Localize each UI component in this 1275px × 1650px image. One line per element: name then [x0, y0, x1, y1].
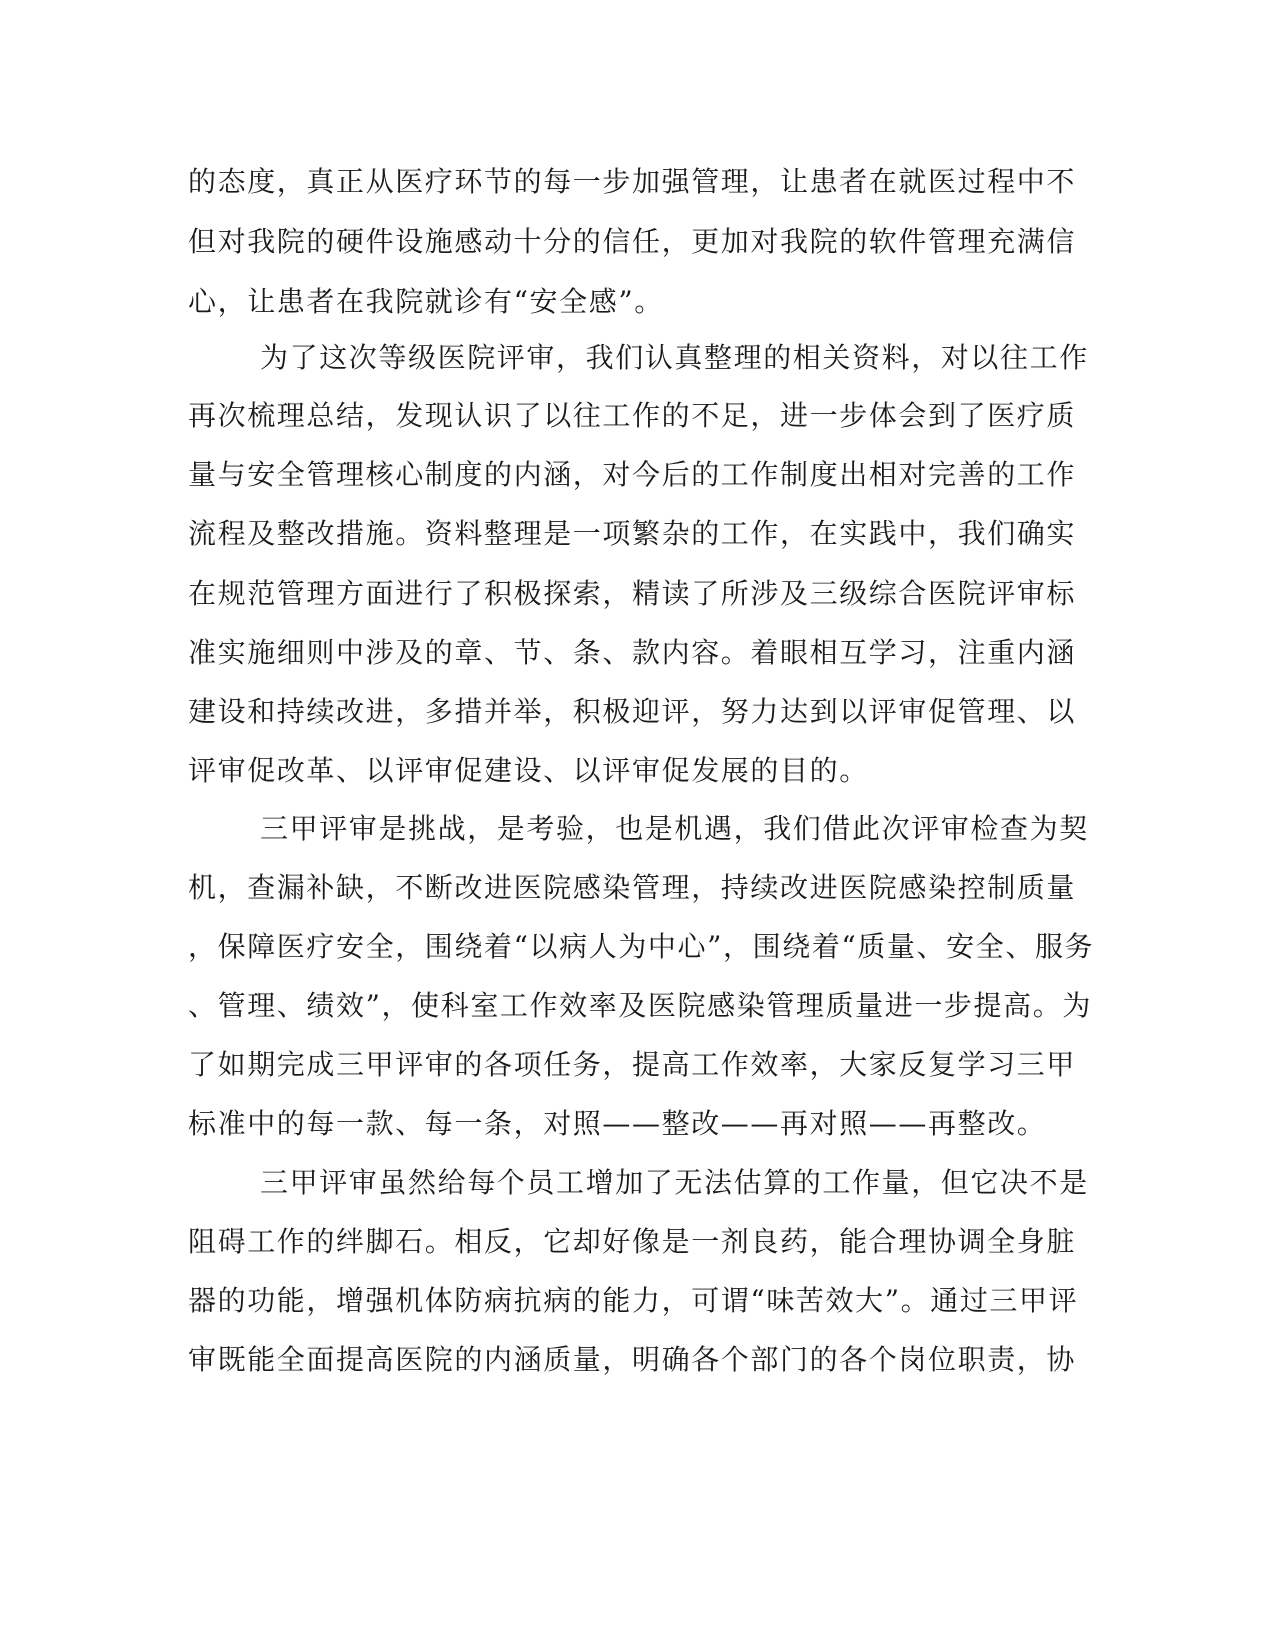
- text-line: 审既能全面提高医院的内涵质量，明确各个部门的各个岗位职责，协: [188, 1343, 1077, 1376]
- text-line: 但对我院的硬件设施感动十分的信任，更加对我院的软件管理充满信: [188, 225, 1077, 258]
- text-line: 器的功能，增强机体防病抗病的能力，可谓“味苦效大”。通过三甲评: [188, 1284, 1079, 1317]
- text-line: 了如期完成三甲评审的各项任务，提高工作效率，大家反复学习三甲: [188, 1048, 1077, 1081]
- text-line: 再次梳理总结，发现认识了以往工作的不足，进一步体会到了医疗质: [188, 399, 1077, 432]
- paragraph-first-line: 三甲评审是挑战，是考验，也是机遇，我们借此次评审检查为契: [260, 812, 1089, 845]
- text-line: 评审促改革、以评审促建设、以评审促发展的目的。: [188, 754, 869, 787]
- text-line: ，保障医疗安全，围绕着“以病人为中心”，围绕着“质量、安全、服务: [188, 930, 1095, 963]
- text-line: 标准中的每一款、每一条，对照——整改——再对照——再整改。: [188, 1107, 1047, 1140]
- text-line: 在规范管理方面进行了积极探索，精读了所涉及三级综合医院评审标: [188, 577, 1077, 610]
- paragraph-first-line: 三甲评审虽然给每个员工增加了无法估算的工作量，但它决不是: [260, 1166, 1089, 1199]
- text-line: 准实施细则中涉及的章、节、条、款内容。着眼相互学习，注重内涵: [188, 636, 1077, 669]
- paragraph-first-line: 为了这次等级医院评审，我们认真整理的相关资料，对以往工作: [260, 341, 1089, 374]
- text-line: 阻碍工作的绊脚石。相反，它却好像是一剂良药，能合理协调全身脏: [188, 1225, 1077, 1258]
- text-line: 建设和持续改进，多措并举，积极迎评，努力达到以评审促管理、以: [188, 695, 1077, 728]
- text-line: 、管理、绩效”，使科室工作效率及医院感染管理质量进一步提高。为: [188, 989, 1092, 1022]
- text-line: 流程及整改措施。资料整理是一项繁杂的工作，在实践中，我们确实: [188, 517, 1077, 550]
- text-line: 心，让患者在我院就诊有“安全感”。: [188, 285, 664, 318]
- text-line: 的态度，真正从医疗环节的每一步加强管理，让患者在就医过程中不: [188, 165, 1077, 198]
- text-line: 机，查漏补缺，不断改进医院感染管理，持续改进医院感染控制质量: [188, 871, 1077, 904]
- text-line: 量与安全管理核心制度的内涵，对今后的工作制度出相对完善的工作: [188, 458, 1077, 491]
